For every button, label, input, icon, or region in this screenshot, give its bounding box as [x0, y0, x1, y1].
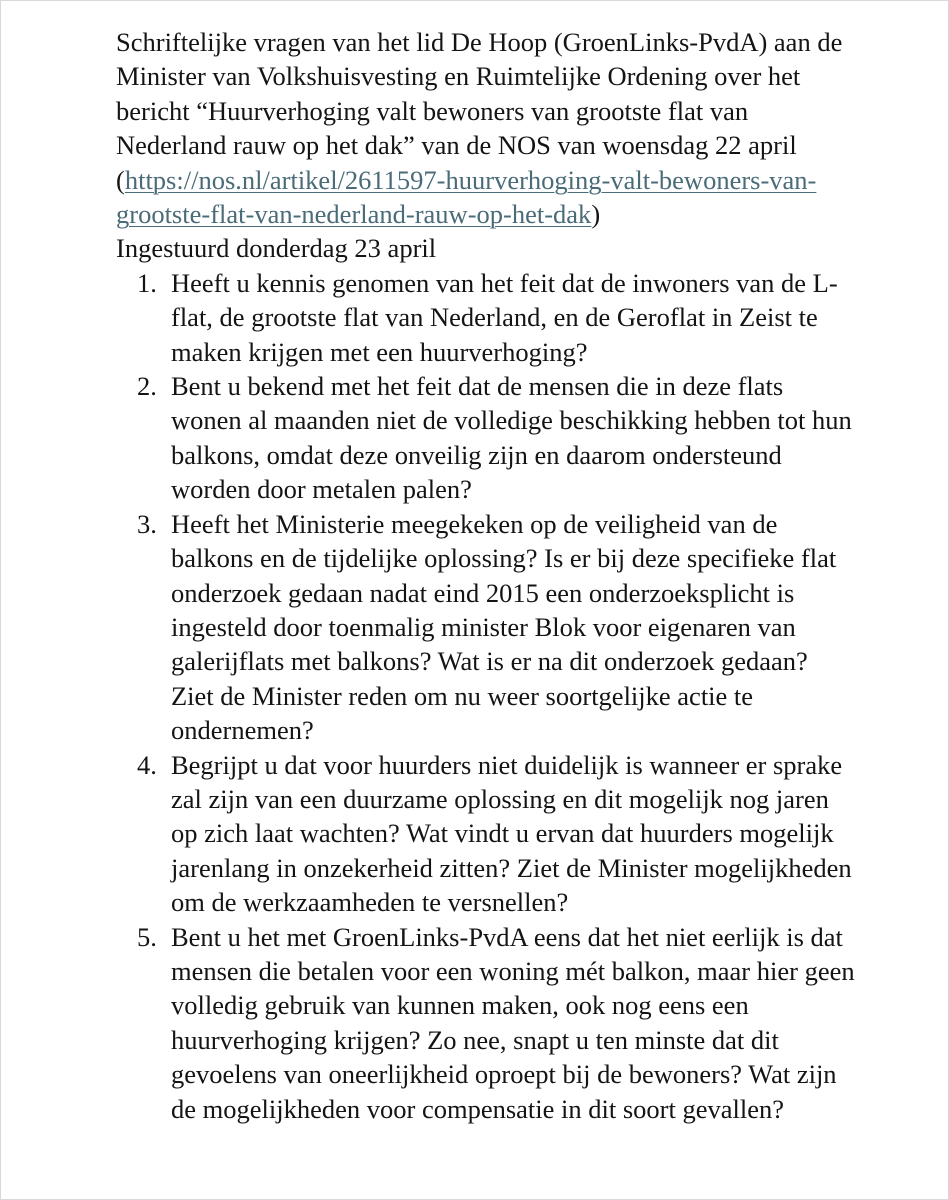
question-text: Bent u het met GroenLinks-PvdA eens dat het niet eerlijk is dat mensen die betalen voor een woning mét balkon, maar hier geen volledig gebruik van kunnen maken, ook nog eens een huurverhoging krijgen? Zo nee, snapt u ten minste dat dit gevoelens van oneerlijkheid oproept bij de bewoners? Wat zijn de mogelijkheden voor compensatie in dit soort gevallen? [171, 921, 855, 1124]
intro-text: Schriftelijke vragen van het lid De Hoop (GroenLinks-PvdA) aan de Minister van Volkshuisvesting en Ruimtelijke Ordening over het bericht “Huurverhoging valt bewoners van grootste flat van Nederland rauw op het dak” van de NOS van woensdag 22 april ( [116, 27, 843, 195]
intro-paragraph [116, 25, 856, 231]
questions-list [116, 266, 856, 1126]
question-number: 3. [137, 508, 157, 539]
nos-article-link[interactable]: https://nos.nl/artikel/2611597-huurverhoging-valt-bewoners-van-grootste-flat-van-nederland-rauw-op-het-dak [116, 164, 817, 230]
question-number: 2. [137, 371, 157, 402]
intro-close: ) [591, 199, 601, 230]
document-body [116, 25, 856, 1126]
submitted-date: Ingestuurd donderdag 23 april [116, 233, 437, 264]
question-item-5 [116, 920, 856, 1126]
question-item-4 [116, 748, 856, 920]
question-text: Heeft u kennis genomen van het feit dat de inwoners van de L-flat, de grootste flat van Nederland, en de Geroflat in Zeist te maken krijgen met een huurverhoging? [171, 267, 838, 367]
question-item-3 [116, 507, 856, 748]
question-text: Bent u bekend met het feit dat de mensen die in deze flats wonen al maanden niet de volledige beschikking hebben tot hun balkons, omdat deze onveilig zijn en daarom ondersteund worden door metalen palen? [171, 371, 852, 505]
question-item-1 [116, 266, 856, 369]
question-number: 5. [137, 921, 157, 952]
question-text: Heeft het Ministerie meegekeken op de veiligheid van de balkons en de tijdelijke oplossing? Is er bij deze specifieke flat onderzoek gedaan nadat eind 2015 een onderzoeksplicht is ingesteld door toenmalig minister Blok voor eigenaren van galerijflats met balkons? Wat is er na dit onderzoek gedaan? Ziet de Minister reden om nu weer soortgelijke actie te ondernemen? [171, 508, 837, 746]
question-number: 4. [137, 749, 157, 780]
question-item-2 [116, 369, 856, 507]
question-text: Begrijpt u dat voor huurders niet duidelijk is wanneer er sprake zal zijn van een duurzame oplossing en dit mogelijk nog jaren op zich laat wachten? Wat vindt u ervan dat huurders mogelijk jarenlang in onzekerheid zitten? Ziet de Minister mogelijkheden om de werkzaamheden te versnellen? [171, 749, 852, 918]
question-number: 1. [137, 267, 157, 298]
